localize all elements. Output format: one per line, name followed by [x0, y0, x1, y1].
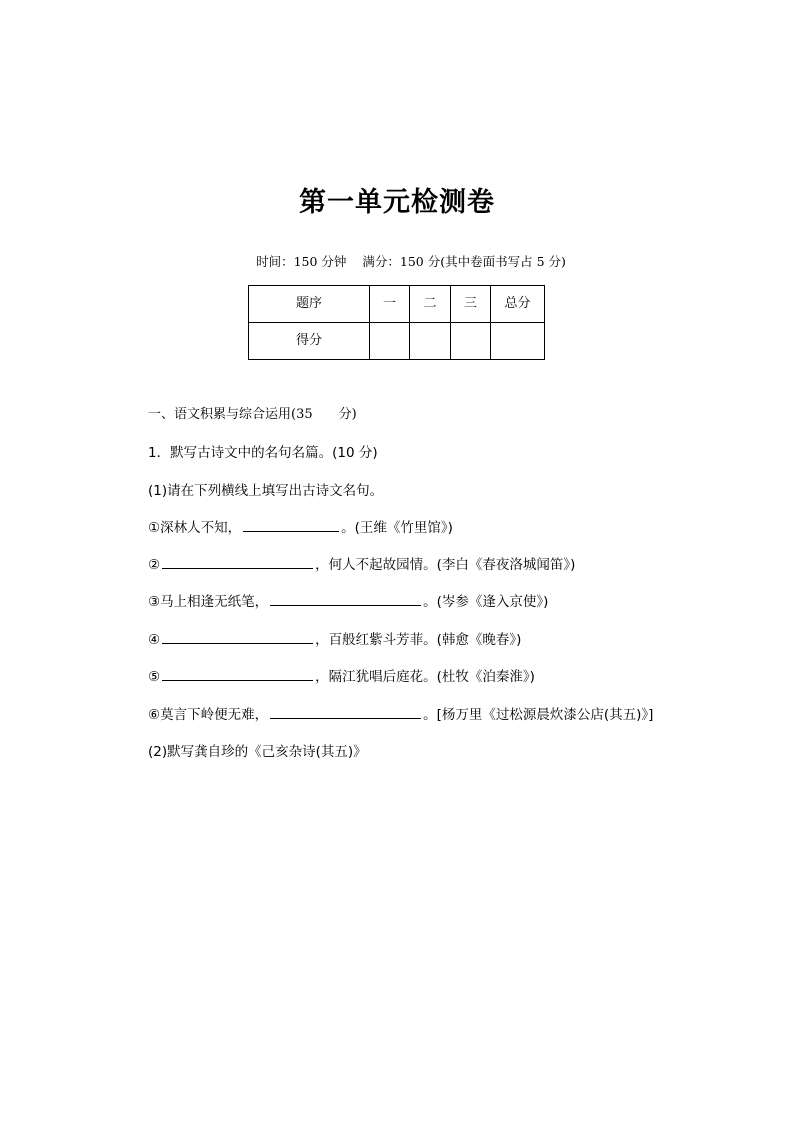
fill-item-after: 。(王维《竹里馆》) — [341, 520, 453, 536]
fill-item-after: 。(岑参《逢入京使》) — [423, 594, 549, 610]
section-heading-main: 一、语文积累与综合运用(35 — [148, 407, 313, 422]
answer-blank[interactable] — [243, 517, 339, 532]
fill-item-before: ④ — [148, 632, 161, 648]
score-table-header-cell: 三 — [451, 286, 491, 323]
fill-item-before: ③马上相逢无纸笔， — [148, 594, 269, 610]
fill-item-after: ，隔江犹唱后庭花。(杜牧《泊秦淮》) — [315, 669, 535, 685]
fill-item — [148, 553, 575, 573]
answer-blank[interactable] — [162, 554, 313, 569]
answer-blank[interactable] — [270, 704, 421, 719]
fill-item-after: ，何人不起故园情。(李白《春夜洛城闻笛》) — [315, 557, 576, 573]
fill-item-before: ⑥莫言下岭便无难， — [148, 707, 269, 723]
section-heading — [148, 403, 357, 422]
score-table-header-cell: 二 — [410, 286, 451, 323]
score-table-score-row — [249, 323, 545, 360]
fill-item-before: ② — [148, 557, 161, 573]
question-1-sub2: (2)默写龚自珍的《己亥杂诗(其五)》 — [148, 744, 367, 760]
score-table-header-cell: 总分 — [491, 286, 545, 323]
fill-item — [148, 590, 548, 610]
question-1-sub1: (1)请在下列横线上填写出古诗文名句。 — [148, 483, 384, 499]
exam-meta — [0, 252, 794, 270]
fill-item — [148, 628, 521, 648]
fill-item-after: 。[杨万里《过松源晨炊漆公店(其五)》] — [423, 707, 654, 723]
score-cell[interactable] — [451, 323, 491, 360]
score-table-header-cell: 一 — [370, 286, 410, 323]
score-table-row-label: 得分 — [249, 323, 370, 360]
score-cell[interactable] — [491, 323, 545, 360]
fill-item — [148, 665, 535, 685]
answer-blank[interactable] — [162, 629, 313, 644]
exam-total-score: 满分：150 分(其中卷面书写占 5 分) — [362, 254, 566, 269]
answer-blank[interactable] — [162, 666, 313, 681]
score-table-header-row — [249, 286, 545, 323]
fill-item — [148, 516, 453, 536]
exam-time: 时间：150 分钟 — [256, 254, 347, 269]
fill-item-after: ，百般红紫斗芳菲。(韩愈《晚春》) — [315, 632, 522, 648]
section-heading-unit: 分) — [338, 407, 357, 422]
fill-item-before: ①深林人不知， — [148, 520, 242, 536]
question-1-title: 1．默写古诗文中的名句名篇。(10 分) — [148, 445, 378, 461]
score-table-header-cell: 题序 — [249, 286, 370, 323]
score-cell[interactable] — [370, 323, 410, 360]
fill-item — [148, 703, 653, 723]
score-cell[interactable] — [410, 323, 451, 360]
answer-blank[interactable] — [270, 591, 421, 606]
fill-item-before: ⑤ — [148, 669, 161, 685]
page-title: 第一单元检测卷 — [299, 187, 495, 218]
score-table — [248, 285, 545, 360]
